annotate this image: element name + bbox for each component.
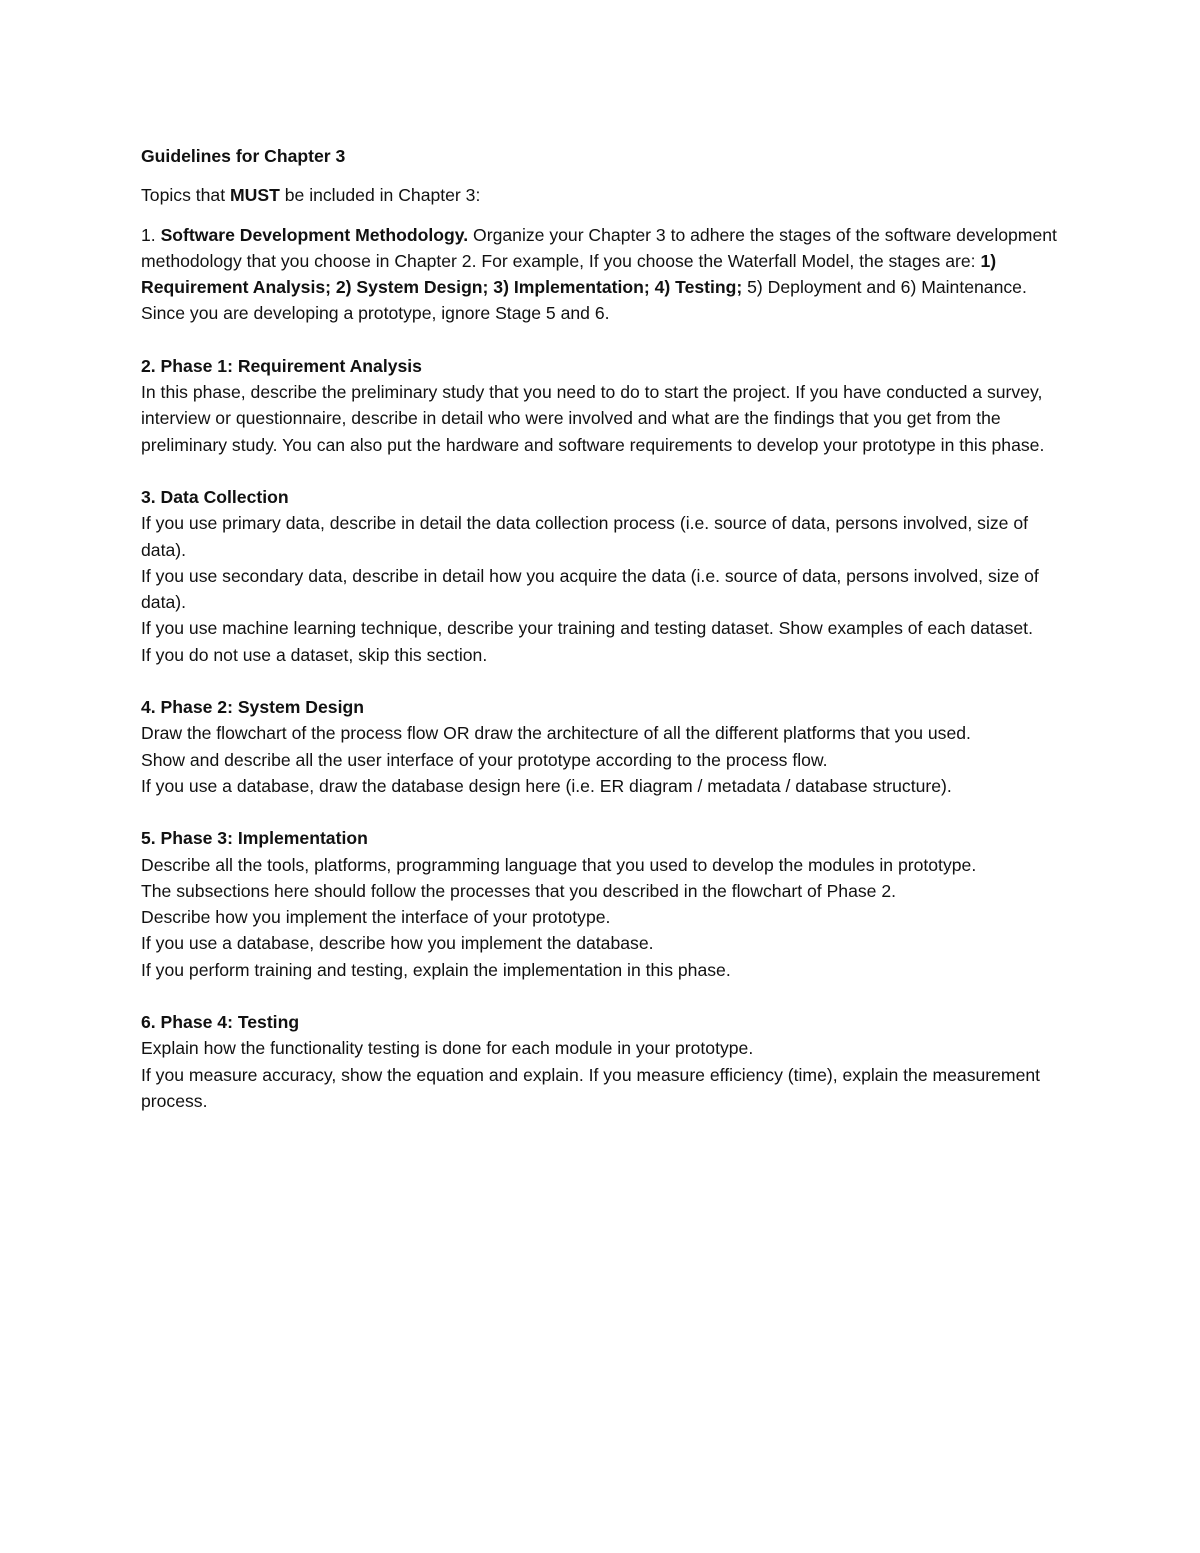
section-paragraph: Describe how you implement the interface of your prototype.: [141, 907, 611, 928]
section-paragraph: If you do not use a dataset, skip this section.: [141, 644, 488, 665]
section-heading: 2. Phase 1: Requirement Analysis: [141, 355, 422, 376]
section-paragraph: If you use machine learning technique, describe your training and testing dataset. Show examples of each dataset.: [141, 618, 1033, 639]
section-paragraph: The subsections here should follow the processes that you described in the flowchart of Phase 2.: [141, 880, 897, 901]
section-paragraph: If you use a database, describe how you implement the database.: [141, 933, 654, 954]
section-paragraph: If you use a database, draw the database design here (i.e. ER diagram / metadata / database structure).: [141, 775, 952, 796]
section-paragraph: Explain how the functionality testing is done for each module in your prototype.: [141, 1038, 754, 1059]
section-requirement-analysis: [141, 353, 1066, 458]
section-heading: 6. Phase 4: Testing: [141, 1012, 300, 1033]
section-system-design: [141, 694, 1066, 799]
intro-line: Topics that MUST be included in Chapter 3:: [141, 185, 481, 206]
section-testing: [141, 1009, 1066, 1114]
section-paragraph: If you measure accuracy, show the equation and explain. If you measure efficiency (time), explain the measurement process.: [141, 1064, 1041, 1111]
methodology-heading: Software Development Methodology.: [160, 224, 469, 245]
section-paragraph: If you perform training and testing, explain the implementation in this phase.: [141, 959, 731, 980]
section-implementation: [141, 825, 1066, 983]
section-heading: 5. Phase 3: Implementation: [141, 828, 368, 849]
section-data-collection: [141, 484, 1066, 668]
section-heading: 4. Phase 2: System Design: [141, 697, 364, 718]
section-paragraph: Draw the flowchart of the process flow OR draw the architecture of all the different platforms that you used.: [141, 723, 971, 744]
section-paragraph: Describe all the tools, platforms, programming language that you used to develop the modules in prototype.: [141, 854, 977, 875]
section-methodology: [141, 222, 1066, 327]
document-title: Guidelines for Chapter 3: [141, 146, 346, 166]
methodology-paragraph: 1. Software Development Methodology. Organize your Chapter 3 to adhere the stages of the software development methodology that you choose in Chapter 2. For example, If you choose the Waterfall Model, the stages are: 1) Requirement Analysis; 2) System Design; 3) Implementation; 4) Testing; 5) Deployment and 6) Maintenance. Since you are developing a prototype, ignore Stage 5 and 6.: [141, 224, 1057, 324]
section-heading: 3. Data Collection: [141, 486, 289, 507]
waterfall-stages: 1) Requirement Analysis; 2) System Design; 3) Implementation; 4) Testing;: [141, 250, 997, 298]
section-paragraph: If you use secondary data, describe in detail how you acquire the data (i.e. source of data, persons involved, size of data).: [141, 565, 1039, 613]
section-paragraph: If you use primary data, describe in detail the data collection process (i.e. source of data, persons involved, size of data).: [141, 513, 1028, 560]
section-paragraph: In this phase, describe the preliminary study that you need to do to start the project. If you have conducted a survey, interview or questionnaire, describe in detail who were involved and what are the findings that you get from the preliminary study. You can also put the hardware and software requirements to develop your prototype in this phase.: [141, 382, 1045, 455]
document-body: [141, 143, 1066, 1114]
section-paragraph: Show and describe all the user interface of your prototype according to the process flow.: [141, 749, 828, 770]
